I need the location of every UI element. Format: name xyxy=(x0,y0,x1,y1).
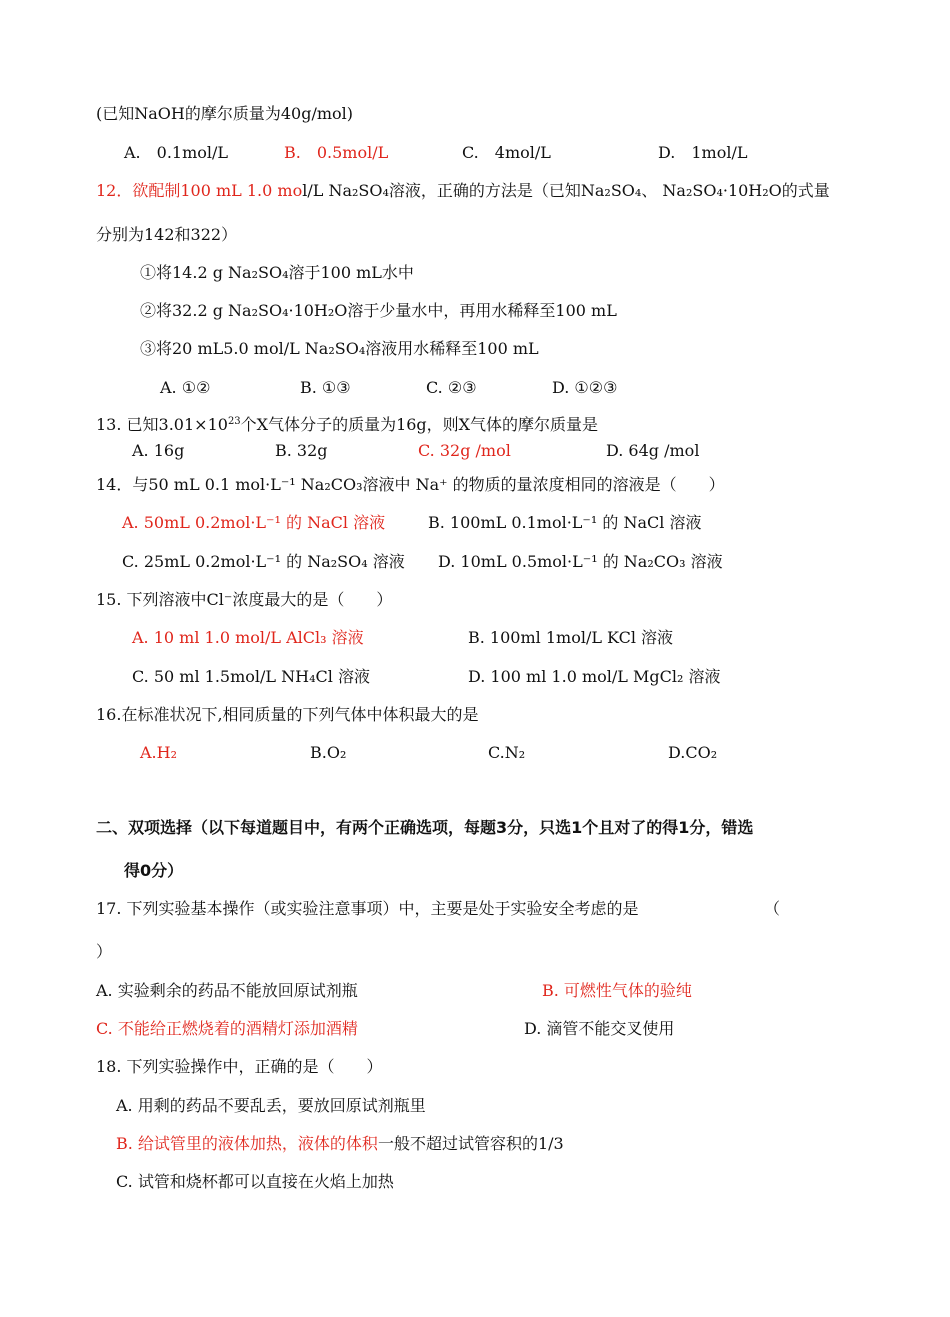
q17-paren-open: （ xyxy=(764,899,781,918)
q15-stem: 15. 下列溶液中Cl⁻浓度最大的是（ ） xyxy=(96,590,393,609)
q13-option-b: B. 32g xyxy=(275,441,328,460)
q11-option-d: D. 1mol/L xyxy=(658,143,748,162)
q14-stem: 14．与50 mL 0.1 mol·L⁻¹ Na₂CO₃溶液中 Na⁺ 的物质的量浓度相同的溶液是（ ） xyxy=(96,475,725,494)
q12-stem-rest: l/L Na₂SO₄溶液，正确的方法是（已知Na₂SO₄、 Na₂SO₄·10H₂O的式量 xyxy=(302,181,830,200)
q12-item-2: ②将32.2 g Na₂SO₄·10H₂O溶于少量水中，再用水稀释至100 mL xyxy=(140,301,617,320)
q14-option-a: A. 50mL 0.2mol·L⁻¹ 的 NaCl 溶液 xyxy=(122,513,386,532)
q15-option-d: D. 100 ml 1.0 mol/L MgCl₂ 溶液 xyxy=(468,667,721,686)
q12-stem xyxy=(96,180,830,202)
q12-option-a: A. ①② xyxy=(160,378,211,397)
q12-stem-red: 12．欲配制100 mL 1.0 mo xyxy=(96,181,303,200)
q14-option-d: D. 10mL 0.5mol·L⁻¹ 的 Na₂CO₃ 溶液 xyxy=(438,552,723,571)
q14-option-b: B. 100mL 0.1mol·L⁻¹ 的 NaCl 溶液 xyxy=(428,513,702,532)
q11-option-a: A. 0.1mol/L xyxy=(124,143,229,162)
q18-stem: 18. 下列实验操作中，正确的是（ ） xyxy=(96,1057,383,1076)
q18-option-b-rest: 一般不超过试管容积的1/3 xyxy=(377,1134,564,1153)
q16-stem: 16.在标准状况下,相同质量的下列气体中体积最大的是 xyxy=(96,705,479,724)
q15-option-c: C. 50 ml 1.5mol/L NH₄Cl 溶液 xyxy=(132,667,370,686)
q16-option-c: C.N₂ xyxy=(488,743,526,762)
q11-option-c: C. 4mol/L xyxy=(462,143,551,162)
q13-option-d: D. 64g /mol xyxy=(606,441,700,460)
q12-item-3: ③将20 mL5.0 mol/L Na₂SO₄溶液用水稀释至100 mL xyxy=(140,339,539,358)
q13-stem-post: 个X气体分子的质量为16g，则X气体的摩尔质量是 xyxy=(240,415,599,434)
q18-option-c: C. 试管和烧杯都可以直接在火焰上加热 xyxy=(116,1172,394,1191)
section-2-heading-cont: 得0分） xyxy=(124,861,184,880)
q18-option-a: A. 用剩的药品不要乱丢，要放回原试剂瓶里 xyxy=(116,1096,426,1115)
q12-item-1: ①将14.2 g Na₂SO₄溶于100 mL水中 xyxy=(140,263,414,282)
q17-option-c: C. 不能给正燃烧着的酒精灯添加酒精 xyxy=(96,1019,358,1038)
q13-option-c: C. 32g /mol xyxy=(418,441,511,460)
q12-option-b: B. ①③ xyxy=(300,378,351,397)
q13-exponent: 23 xyxy=(227,416,241,427)
q18-option-b-red: B. 给试管里的液体加热，液体的体积 xyxy=(116,1134,378,1153)
q11-option-b: B. 0.5mol/L xyxy=(284,143,389,162)
q17-paren-close: ） xyxy=(96,942,113,961)
q12-option-c: C. ②③ xyxy=(426,378,477,397)
q17-option-b: B. 可燃性气体的验纯 xyxy=(542,981,692,1000)
q16-option-a: A.H₂ xyxy=(140,743,178,762)
q15-option-b: B. 100ml 1mol/L KCl 溶液 xyxy=(468,628,674,647)
q14-option-c: C. 25mL 0.2mol·L⁻¹ 的 Na₂SO₄ 溶液 xyxy=(122,552,405,571)
q17-stem: 17. 下列实验基本操作（或实验注意事项）中，主要是处于实验安全考虑的是 xyxy=(96,899,639,918)
q11-note: (已知NaOH的摩尔质量为40g/mol) xyxy=(96,104,354,123)
q13-stem xyxy=(96,411,598,436)
q12-option-d: D. ①②③ xyxy=(552,378,618,397)
q17-option-a: A. 实验剩余的药品不能放回原试剂瓶 xyxy=(96,981,358,1000)
section-2-heading: 二、双项选择（以下每道题目中，有两个正确选项，每题3分，只选1个且对了的得1分，错选 xyxy=(96,818,754,837)
q16-option-b: B.O₂ xyxy=(310,743,347,762)
q17-option-d: D. 滴管不能交叉使用 xyxy=(524,1019,675,1038)
q16-option-d: D.CO₂ xyxy=(668,743,718,762)
q15-option-a: A. 10 ml 1.0 mol/L AlCl₃ 溶液 xyxy=(132,628,364,647)
q18-option-b xyxy=(116,1133,564,1155)
q12-stem-2: 分别为142和322） xyxy=(96,225,238,244)
q13-option-a: A. 16g xyxy=(132,441,185,460)
q13-stem-pre: 13. 已知3.01×10 xyxy=(96,415,228,434)
